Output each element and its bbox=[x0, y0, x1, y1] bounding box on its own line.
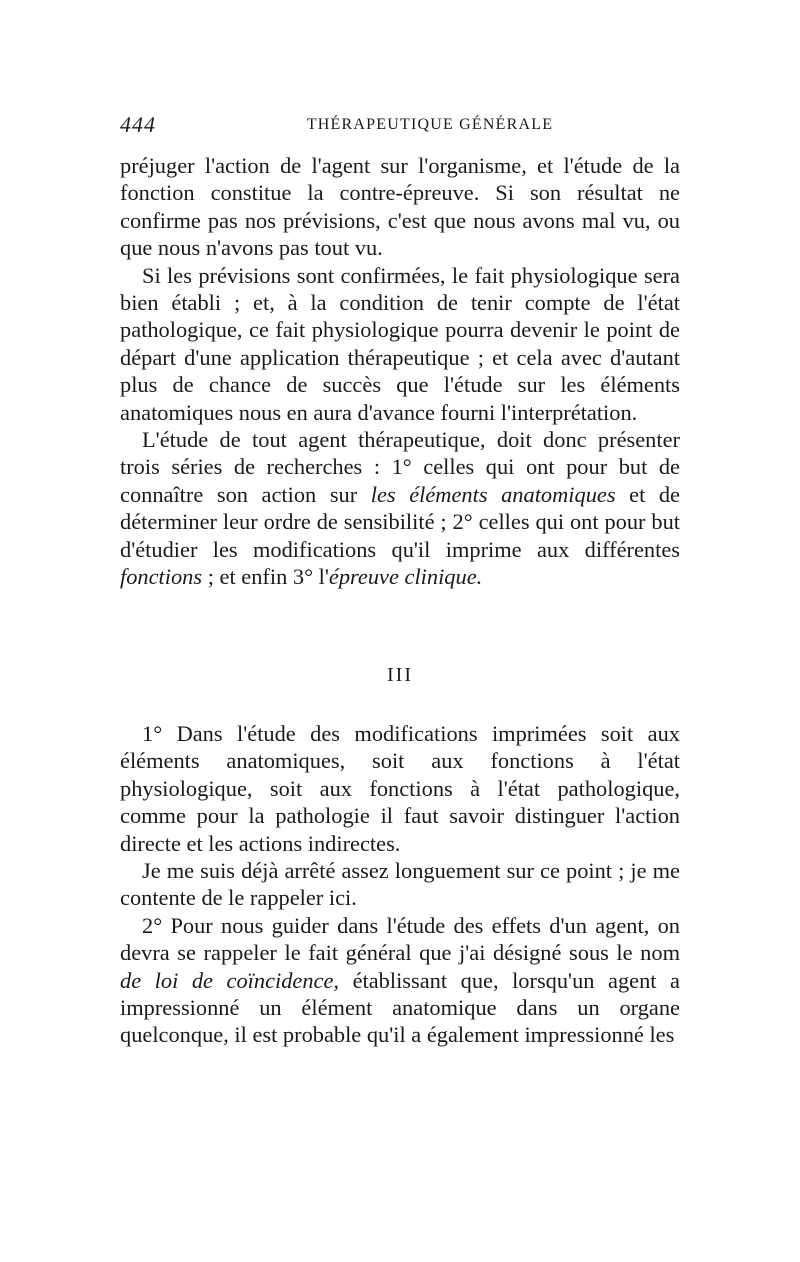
running-head: THÉRAPEUTIQUE GÉNÉRALE bbox=[306, 116, 554, 133]
page-header bbox=[120, 112, 680, 142]
text-run: ; et enfin 3° l' bbox=[202, 564, 329, 590]
body-text-upper bbox=[120, 152, 680, 591]
paragraph-etude bbox=[120, 426, 680, 590]
paragraph-continuation: préjuger l'action de l'agent sur l'organisme, et l'étude de la fonction constitue la contre-épreuve. Si son résultat ne confirme pas nos prévisions, c'est que nous avons mal vu, ou que nous n'avons pas tout vu. bbox=[120, 153, 680, 261]
paragraph-previsions: Si les prévisions sont confirmées, le fait physiologique sera bien établi ; et, à la condition de tenir compte de l'état pathologique, ce fait physiologique pourra devenir le point de départ d'une application thérapeutique ; et cela avec d'autant plus de chance de succès que l'étude sur les éléments anatomiques nous en aura d'avance fourni l'interprétation. bbox=[120, 262, 680, 425]
text-run: L'étude de tout agent thérapeutique, doit donc présenter trois séries de recherches : 1° celles qui ont pour but de connaître son action sur bbox=[120, 427, 680, 507]
paragraph-point-1: 1° Dans l'étude des modifications imprimées soit aux éléments anatomiques, soit aux fonctions à l'état physiologique, soit aux fonctions à l'état pathologique, comme pour la pathologie il faut savoir distinguer l'action directe et les actions indirectes. bbox=[120, 721, 680, 856]
italic-term-coincidence: de loi de coïncidence, bbox=[120, 967, 340, 993]
text-run: et de déterminer leur ordre de sensibilité ; 2° celles qui ont pour but d'étudier les modifications qu'il imprime aux différentes bbox=[120, 481, 680, 562]
page-number: 444 bbox=[120, 112, 156, 137]
italic-term-fonctions: fonctions bbox=[120, 564, 203, 590]
italic-term-elements: les éléments anatomiques bbox=[370, 481, 616, 507]
paragraph-point-2 bbox=[120, 912, 680, 1049]
text-run: 2° Pour nous guider dans l'étude des effets d'un agent, on devra se rappeler le fait général que j'ai désigné sous le nom bbox=[120, 912, 680, 966]
text-run: établissant que, lorsqu'un agent a impressionné un élément anatomique dans un organe quelconque, il est probable qu'il a également impressionné les bbox=[120, 967, 680, 1048]
italic-term-epreuve: épreuve clinique. bbox=[328, 564, 483, 590]
body-text-lower bbox=[120, 720, 680, 1049]
section-heading: III bbox=[387, 664, 413, 686]
paragraph-rappel: Je me suis déjà arrêté assez longuement sur ce point ; je me contente de le rappeler ici. bbox=[120, 858, 680, 911]
